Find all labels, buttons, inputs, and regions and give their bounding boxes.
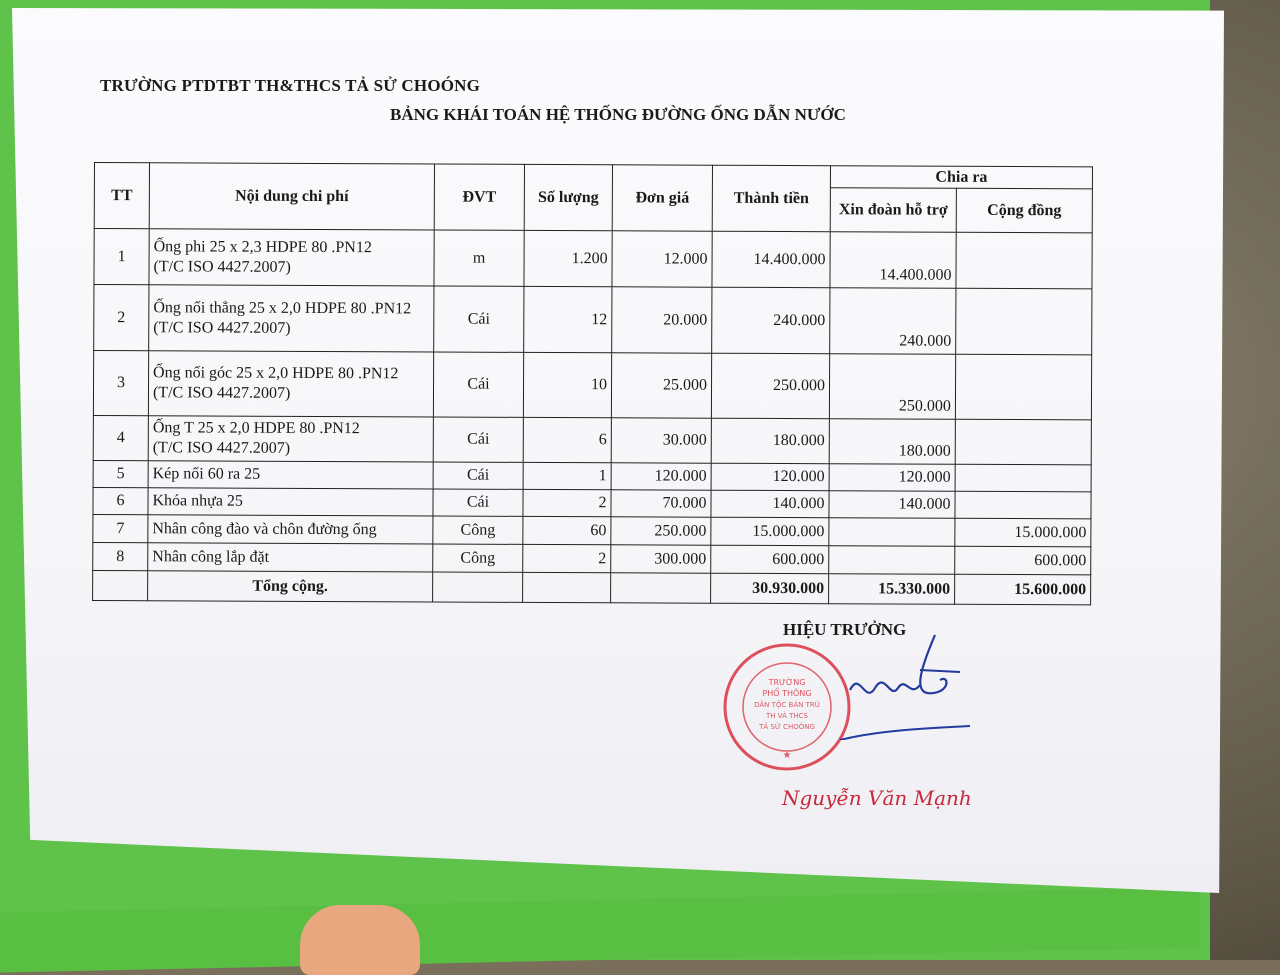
row-community [956, 232, 1092, 289]
row-content: Nhân công lắp đặt [148, 543, 433, 572]
row-unit: Cái [433, 352, 523, 417]
total-community: 15.600.000 [955, 574, 1091, 605]
svg-text:TRƯỜNG: TRƯỜNG [768, 678, 806, 687]
row-qty: 2 [523, 544, 611, 572]
signature-mark [820, 630, 990, 740]
row-unit: Cái [433, 489, 523, 516]
row-content-main: Ống phi 25 x 2,3 HDPE 80 .PN12 [153, 237, 372, 256]
row-total: 120.000 [711, 463, 829, 491]
header-support: Xin đoàn hỗ trợ [830, 188, 956, 233]
row-support: 140.000 [829, 491, 955, 519]
row-unit: Cái [433, 462, 523, 489]
row-qty: 1.200 [524, 230, 612, 286]
svg-text:PHỔ THÔNG: PHỔ THÔNG [762, 689, 812, 698]
header-content: Nội dung chi phí [149, 163, 434, 230]
header-tt: TT [94, 163, 149, 229]
row-community [956, 288, 1092, 355]
finger [300, 905, 420, 975]
row-content [148, 351, 433, 417]
row-content [149, 285, 434, 352]
row-tt: 5 [93, 460, 148, 487]
row-tt: 2 [94, 285, 149, 351]
row-tt: 8 [93, 542, 148, 570]
row-price: 300.000 [611, 545, 711, 573]
table-row [94, 229, 1092, 289]
table-row [93, 415, 1091, 464]
row-unit: Công [433, 544, 523, 572]
school-name: TRƯỜNG PTDTBT TH&THCS TẢ SỬ CHOÓNG [100, 76, 481, 95]
row-content-main: Ống nối thẳng 25 x 2,0 HDPE 80 .PN12 [153, 298, 412, 317]
table-row [93, 460, 1091, 491]
header-qty: Số lượng [524, 164, 612, 230]
table-row [93, 351, 1091, 420]
row-unit: Cái [433, 417, 523, 462]
row-support [829, 546, 955, 575]
row-support: 240.000 [830, 288, 956, 355]
total-support: 15.330.000 [829, 574, 955, 605]
row-content: Kép nối 60 ra 25 [148, 461, 433, 489]
svg-text:TẢ SỬ CHOÓNG: TẢ SỬ CHOÓNG [759, 723, 815, 731]
principal-name: Nguyễn Văn Mạnh [782, 786, 972, 810]
row-content-sub: (T/C ISO 4427.2007) [153, 318, 291, 337]
row-tt: 4 [93, 415, 148, 460]
row-qty: 10 [523, 352, 611, 417]
svg-text:★: ★ [782, 750, 792, 761]
row-support [829, 518, 955, 547]
row-support: 180.000 [829, 419, 955, 465]
table-row [94, 285, 1092, 355]
row-community: 600.000 [955, 546, 1091, 575]
row-total: 180.000 [711, 418, 829, 464]
total-unit [433, 572, 523, 602]
row-price: 20.000 [612, 287, 712, 353]
row-support: 14.400.000 [830, 232, 956, 289]
row-community [955, 464, 1091, 492]
row-content-sub: (T/C ISO 4427.2007) [153, 257, 291, 276]
row-support: 120.000 [829, 464, 955, 492]
header-community: Cộng đồng [956, 188, 1092, 233]
row-community [955, 354, 1091, 420]
row-total: 14.400.000 [712, 231, 830, 288]
principal-title: HIỆU TRƯỞNG [783, 620, 907, 639]
row-total: 15.000.000 [711, 517, 829, 546]
row-qty: 1 [523, 462, 611, 489]
row-community [955, 491, 1091, 519]
row-tt: 7 [93, 514, 148, 542]
header-split: Chia ra [830, 166, 1092, 189]
table-row [93, 487, 1091, 518]
row-qty: 12 [524, 286, 612, 352]
row-support: 250.000 [829, 354, 955, 420]
row-tt: 6 [93, 487, 148, 514]
cost-table [92, 162, 1093, 605]
row-content-main: Ống nối góc 25 x 2,0 HDPE 80 .PN12 [153, 364, 399, 383]
row-total: 140.000 [711, 490, 829, 518]
table-row [93, 542, 1091, 574]
row-price: 30.000 [611, 418, 711, 463]
row-price: 12.000 [612, 231, 712, 287]
row-content-sub: (T/C ISO 4427.2007) [152, 384, 291, 402]
row-price: 70.000 [611, 490, 711, 517]
row-price: 25.000 [611, 353, 711, 418]
total-row [93, 570, 1091, 604]
row-content-sub: (T/C ISO 4427.2007) [152, 439, 291, 457]
row-content-main: Ống T 25 x 2,0 HDPE 80 .PN12 [152, 419, 360, 438]
header-price: Đơn giá [612, 165, 712, 231]
total-tt [93, 570, 148, 600]
row-unit: m [434, 230, 524, 286]
row-content: Khóa nhựa 25 [148, 488, 433, 516]
row-unit: Cái [434, 286, 524, 352]
row-qty: 60 [523, 516, 611, 544]
total-label: Tổng cộng. [148, 571, 433, 602]
row-unit: Công [433, 516, 523, 544]
row-tt: 1 [94, 229, 149, 285]
row-total: 600.000 [711, 545, 829, 574]
total-price [611, 573, 711, 603]
row-total: 250.000 [711, 353, 829, 419]
row-qty: 2 [523, 489, 611, 516]
row-total: 240.000 [712, 287, 830, 354]
total-amount: 30.930.000 [711, 573, 829, 604]
row-content: Nhân công đào và chôn đường ống [148, 515, 433, 544]
header-unit: ĐVT [434, 164, 524, 230]
header-total: Thành tiền [712, 165, 830, 232]
svg-text:TH VÀ THCS: TH VÀ THCS [766, 712, 808, 720]
row-price: 120.000 [611, 463, 711, 490]
row-community: 15.000.000 [955, 518, 1091, 547]
row-tt: 3 [93, 351, 148, 416]
row-content [148, 416, 433, 462]
row-price: 250.000 [611, 517, 711, 545]
row-qty: 6 [523, 417, 611, 462]
total-qty [523, 572, 611, 602]
header-row-1 [94, 163, 1092, 189]
svg-text:DÂN TỘC BÁN TRÚ: DÂN TỘC BÁN TRÚ [754, 701, 820, 709]
table-row [93, 514, 1091, 546]
document-title: BẢNG KHÁI TOÁN HỆ THỐNG ĐƯỜNG ỐNG DẪN NƯỚC [390, 105, 846, 124]
row-content [149, 229, 434, 286]
row-community [955, 419, 1091, 465]
